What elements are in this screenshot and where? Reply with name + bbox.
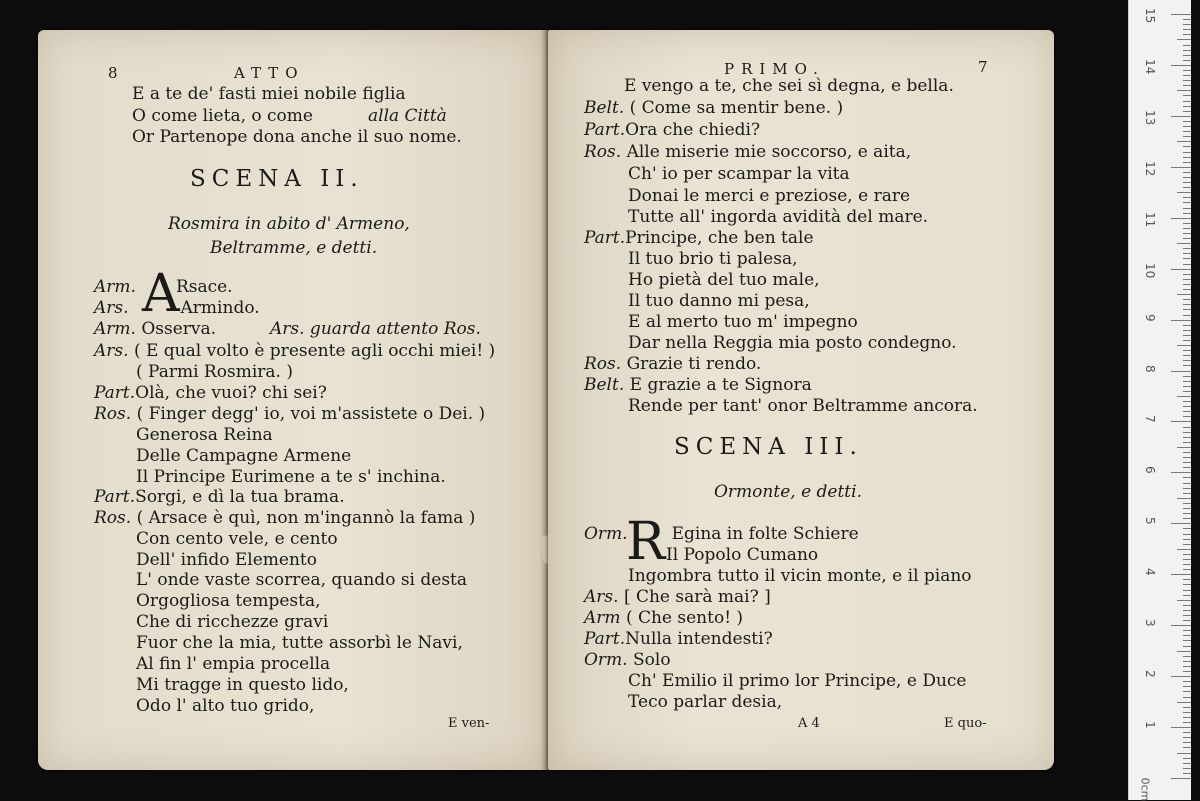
ruler-number: 13 — [1143, 109, 1157, 126]
ruler-number: 8 — [1143, 364, 1157, 373]
ruler-tick — [1183, 666, 1191, 667]
ruler-tick — [1183, 610, 1191, 611]
stage-direction: Beltramme, e detti. — [210, 238, 378, 258]
dialogue-line: Dar nella Reggia mia posto condegno. — [628, 333, 957, 353]
ruler-tick — [1183, 559, 1191, 560]
left-running-head: ATTO — [234, 64, 305, 82]
ruler-tick — [1183, 579, 1191, 580]
ruler-tick — [1183, 452, 1191, 453]
ruler-tick — [1183, 732, 1191, 733]
dialogue-line: Con cento vele, e cento — [136, 529, 338, 549]
ruler-tick — [1183, 95, 1191, 96]
ruler-tick — [1183, 427, 1191, 428]
dialogue-line: Al fin l' empia procella — [136, 654, 331, 674]
ruler-tick — [1177, 141, 1191, 142]
ruler-number: 11 — [1143, 211, 1157, 227]
ruler-tick — [1171, 727, 1191, 728]
ruler-tick — [1183, 325, 1191, 326]
ruler-tick — [1177, 498, 1191, 499]
ruler-tick — [1183, 248, 1191, 249]
dialogue-line: Arm. Rsace. — [94, 277, 233, 297]
ruler-tick — [1183, 355, 1191, 356]
ruler-tick — [1171, 421, 1191, 422]
ruler-tick — [1183, 228, 1191, 229]
ruler-tick — [1183, 121, 1191, 122]
ruler-tick — [1183, 182, 1191, 183]
dialogue-line: Tutte all' ingorda avidità del mare. — [628, 207, 929, 227]
dialogue-line: Delle Campagne Armene — [136, 446, 352, 466]
ruler-tick — [1183, 274, 1191, 275]
dialogue-line: Arm. Osserva. — [94, 319, 217, 339]
ruler-tick — [1183, 279, 1191, 280]
ruler-tick — [1183, 554, 1191, 555]
ruler-tick — [1183, 437, 1191, 438]
ruler-tick — [1183, 131, 1191, 132]
ruler-tick — [1177, 90, 1191, 91]
catchword: E ven- — [448, 716, 490, 731]
dialogue-line: Dell' infido Elemento — [136, 550, 317, 570]
ruler-tick — [1171, 116, 1191, 117]
left-page — [38, 30, 548, 770]
ruler-tick — [1177, 702, 1191, 703]
ruler-tick — [1183, 177, 1191, 178]
catchword: E quo- — [944, 716, 987, 731]
stage-direction: Ormonte, e detti. — [714, 482, 862, 502]
ruler-tick — [1177, 294, 1191, 295]
ruler-tick — [1171, 472, 1191, 473]
drop-cap: R — [626, 512, 666, 572]
ruler-tick — [1183, 406, 1191, 407]
dialogue-line: Il Principe Eurimene a te s' inchina. — [136, 467, 446, 487]
ruler-tick — [1171, 65, 1191, 66]
ruler-tick — [1183, 569, 1191, 570]
ruler-tick — [1183, 590, 1191, 591]
dialogue-line: L' onde vaste scorrea, quando si desta — [136, 570, 468, 590]
dialogue-line: Part.Sorgi, e dì la tua brama. — [94, 487, 345, 507]
ruler-tick — [1183, 350, 1191, 351]
scene-title: SCENA III. — [674, 434, 863, 460]
ruler-tick — [1171, 218, 1191, 219]
ruler-tick — [1183, 712, 1191, 713]
ruler-tick — [1183, 330, 1191, 331]
dialogue-line: Part.Nulla intendesti? — [584, 629, 773, 649]
dialogue-line: Orgogliosa tempesta, — [136, 591, 321, 611]
ruler-tick — [1183, 605, 1191, 606]
ruler-tick — [1183, 544, 1191, 545]
dialogue-line: Ros. ( Finger degg' io, voi m'assistete o Dei. ) — [94, 404, 486, 424]
signature-mark: A 4 — [798, 716, 820, 731]
ruler-tick — [1183, 136, 1191, 137]
ruler-tick — [1183, 615, 1191, 616]
ruler-tick — [1183, 70, 1191, 71]
ruler-tick — [1183, 162, 1191, 163]
ruler-tick — [1183, 763, 1191, 764]
ruler-tick — [1183, 635, 1191, 636]
ruler-number: 7 — [1143, 415, 1157, 424]
ruler-number: 2 — [1143, 670, 1157, 678]
ruler-tick — [1183, 747, 1191, 748]
ruler-number: 12 — [1143, 160, 1157, 177]
ruler-tick — [1177, 549, 1191, 550]
verse-line: Or Partenope dona anche il suo nome. — [132, 127, 462, 147]
ruler-tick — [1183, 483, 1191, 484]
ruler-number: 15 — [1143, 8, 1157, 24]
ruler-tick — [1183, 513, 1191, 514]
ruler-tick — [1177, 396, 1191, 397]
dialogue-line: Part.Ora che chiedi? — [584, 120, 761, 140]
ruler-tick — [1183, 34, 1191, 35]
ruler-tick — [1183, 197, 1191, 198]
dialogue-line: Il Popolo Cumano — [666, 545, 819, 565]
ruler-tick — [1183, 391, 1191, 392]
ruler-tick — [1183, 630, 1191, 631]
ruler-tick — [1183, 29, 1191, 30]
ruler-tick — [1177, 39, 1191, 40]
ruler-tick — [1183, 106, 1191, 107]
ruler-tick — [1183, 238, 1191, 239]
ruler-tick — [1171, 371, 1191, 372]
ruler-tick — [1177, 447, 1191, 448]
dialogue-line: Ch' Emilio il primo lor Principe, e Duce — [628, 671, 967, 691]
ruler-tick — [1171, 676, 1191, 677]
ruler-tick — [1183, 85, 1191, 86]
ruler-tick — [1183, 111, 1191, 112]
ruler-tick — [1183, 640, 1191, 641]
dialogue-line: E al merto tuo m' impegno — [628, 312, 858, 332]
ruler-tick — [1183, 564, 1191, 565]
ruler-tick — [1183, 101, 1191, 102]
ruler-tick — [1183, 508, 1191, 509]
ruler-tick — [1183, 126, 1191, 127]
dialogue-line: Arm ( Che sento! ) — [584, 608, 744, 628]
ruler-tick — [1183, 646, 1191, 647]
ruler-tick — [1183, 518, 1191, 519]
ruler-tick — [1183, 528, 1191, 529]
ruler-tick — [1183, 773, 1191, 774]
dialogue-line: Ho pietà del tuo male, — [628, 270, 820, 290]
ruler-tick — [1183, 503, 1191, 504]
right-page-number: 7 — [978, 58, 988, 76]
dialogue-line: Ros. ( Arsace è quì, non m'ingannò la fama ) — [94, 508, 476, 528]
ruler-tick — [1183, 376, 1191, 377]
dialogue-line: Orm. Egina in folte Schiere — [584, 524, 859, 544]
dialogue-line: Generosa Reina — [136, 425, 273, 445]
dialogue-line: Ars. ( E qual volto è presente agli occhi miei! ) — [94, 341, 496, 361]
dialogue-line: Ch' io per scampar la vita — [628, 164, 850, 184]
ruler-tick — [1183, 671, 1191, 672]
dialogue-line: Il tuo danno mi pesa, — [628, 291, 810, 311]
ruler-tick — [1183, 432, 1191, 433]
ruler-number: 6 — [1143, 466, 1157, 475]
ruler-tick — [1183, 253, 1191, 254]
ruler-tick — [1183, 340, 1191, 341]
ruler-tick — [1183, 45, 1191, 46]
ruler-tick — [1183, 202, 1191, 203]
ruler-tick — [1171, 523, 1191, 524]
ruler-tick — [1183, 457, 1191, 458]
dialogue-line: ( Parmi Rosmira. ) — [136, 362, 293, 382]
ruler-tick — [1183, 157, 1191, 158]
ruler-tick — [1183, 467, 1191, 468]
ruler-tick — [1177, 753, 1191, 754]
ruler-tick — [1183, 656, 1191, 657]
drop-cap: A — [142, 264, 180, 324]
dialogue-line: Rende per tant' onor Beltramme ancora. — [628, 396, 978, 416]
ruler-tick — [1183, 55, 1191, 56]
ruler-tick — [1183, 335, 1191, 336]
ruler-number: 5 — [1143, 517, 1157, 525]
ruler-tick — [1183, 661, 1191, 662]
dialogue-line: Belt. ( Come sa mentir bene. ) — [584, 98, 844, 118]
scene-title: SCENA II. — [190, 166, 364, 192]
ruler-tick — [1177, 651, 1191, 652]
ruler-tick — [1183, 152, 1191, 153]
ruler-tick — [1183, 493, 1191, 494]
ruler-tick — [1183, 213, 1191, 214]
ruler-tick — [1183, 80, 1191, 81]
dialogue-line: E vengo a te, che sei sì degna, e bella. — [624, 76, 954, 96]
ruler-number: 3 — [1143, 619, 1157, 627]
ruler-tick — [1183, 595, 1191, 596]
ruler-tick — [1183, 187, 1191, 188]
ruler-tick — [1183, 258, 1191, 259]
ruler-tick — [1183, 477, 1191, 478]
dialogue-line: Ars. Armindo. — [94, 298, 260, 318]
ruler-tick — [1183, 309, 1191, 310]
verse-line: O come lieta, o come — [132, 106, 313, 126]
dialogue-line: Ros. Grazie ti rendo. — [584, 354, 762, 374]
ruler-tick — [1183, 365, 1191, 366]
ruler-tick — [1183, 172, 1191, 173]
ruler-number: 1 — [1143, 721, 1157, 729]
dialogue-line: Orm. Solo — [584, 650, 671, 670]
ruler-tick — [1183, 50, 1191, 51]
ruler-tick — [1183, 686, 1191, 687]
ruler-tick — [1183, 416, 1191, 417]
ruler-tick — [1177, 243, 1191, 244]
ruler-tick — [1183, 442, 1191, 443]
ruler-unit-label: 0cm — [1138, 777, 1152, 801]
dialogue-line: Teco parlar desia, — [628, 692, 783, 712]
ruler-tick — [1183, 223, 1191, 224]
ruler-tick — [1183, 299, 1191, 300]
ruler-tick — [1183, 411, 1191, 412]
ruler-tick — [1183, 401, 1191, 402]
right-running-head: PRIMO. — [724, 60, 825, 78]
ruler-tick — [1183, 691, 1191, 692]
ruler-tick — [1183, 707, 1191, 708]
ruler-tick — [1183, 60, 1191, 61]
ruler-number: 10 — [1143, 262, 1157, 278]
ruler-tick — [1171, 14, 1191, 15]
ruler-tick — [1183, 360, 1191, 361]
ruler-tick — [1183, 208, 1191, 209]
aside-text: Ars. guarda attento Ros. — [270, 319, 481, 339]
ruler-number: 9 — [1143, 313, 1157, 322]
stage-direction: Rosmira in abito d' Armeno, — [168, 214, 410, 234]
ruler-tick — [1183, 488, 1191, 489]
ruler-tick — [1171, 574, 1191, 575]
aside-text: alla Città — [368, 106, 447, 126]
ruler-tick — [1171, 167, 1191, 168]
verse-line: E a te de' fasti miei nobile figlia — [132, 84, 406, 104]
dialogue-line: Odo l' alto tuo grido, — [136, 696, 315, 716]
ruler-tick — [1177, 600, 1191, 601]
ruler-tick — [1183, 681, 1191, 682]
ruler-tick — [1183, 742, 1191, 743]
ruler-tick — [1183, 722, 1191, 723]
ruler-number: 14 — [1143, 58, 1157, 75]
dialogue-line: Il tuo brio ti palesa, — [628, 249, 798, 269]
ruler-tick — [1183, 758, 1191, 759]
ruler-tick — [1183, 620, 1191, 621]
dialogue-line: Part.Olà, che vuoi? chi sei? — [94, 383, 327, 403]
ruler-tick — [1171, 320, 1191, 321]
left-page-number: 8 — [108, 64, 118, 82]
ruler-tick — [1183, 233, 1191, 234]
ruler-number: 4 — [1143, 568, 1157, 576]
dialogue-line: Ros. Alle miserie mie soccorso, e aita, — [584, 142, 912, 162]
ruler-tick — [1171, 778, 1191, 779]
ruler-tick — [1183, 584, 1191, 585]
ruler-tick — [1183, 462, 1191, 463]
ruler-tick — [1183, 304, 1191, 305]
dialogue-line: Part.Principe, che ben tale — [584, 228, 814, 248]
dialogue-line: Ingombra tutto il vicin monte, e il piano — [628, 566, 972, 586]
ruler-tick — [1183, 24, 1191, 25]
ruler-tick — [1171, 269, 1191, 270]
ruler-tick — [1183, 386, 1191, 387]
ruler-tick — [1183, 768, 1191, 769]
ruler-tick — [1183, 539, 1191, 540]
ruler-tick — [1183, 284, 1191, 285]
ruler-tick — [1177, 345, 1191, 346]
ruler-tick — [1183, 289, 1191, 290]
ruler-tick — [1183, 737, 1191, 738]
dialogue-line: Donai le merci e preziose, e rare — [628, 186, 911, 206]
dialogue-line: Belt. E grazie a te Signora — [584, 375, 812, 395]
ruler-tick — [1183, 146, 1191, 147]
ruler-tick — [1177, 192, 1191, 193]
dialogue-line: Ars. [ Che sarà mai? ] — [584, 587, 771, 607]
ruler-tick — [1171, 625, 1191, 626]
right-page — [548, 30, 1054, 770]
dialogue-line: Che di ricchezze gravi — [136, 612, 329, 632]
ruler-tick — [1183, 717, 1191, 718]
measuring-ruler — [1128, 0, 1191, 800]
ruler-tick — [1183, 315, 1191, 316]
ruler-tick — [1183, 264, 1191, 265]
ruler-tick — [1183, 75, 1191, 76]
dialogue-line: Mi tragge in questo lido, — [136, 675, 349, 695]
ruler-tick — [1183, 381, 1191, 382]
ruler-tick — [1183, 19, 1191, 20]
ruler-tick — [1183, 534, 1191, 535]
ruler-tick — [1183, 697, 1191, 698]
dialogue-line: Fuor che la mia, tutte assorbì le Navi, — [136, 633, 463, 653]
